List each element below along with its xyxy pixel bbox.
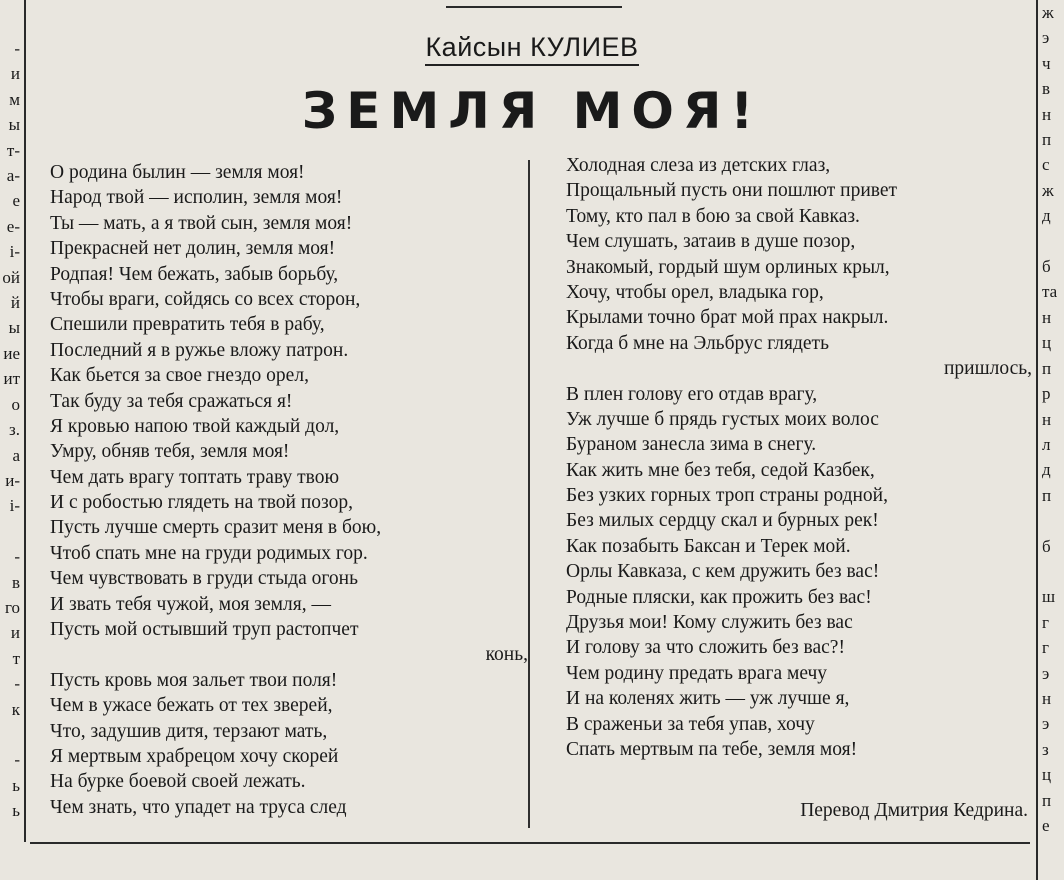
neighbor-fragment: i-: [9, 242, 20, 262]
neighbor-fragment: [0, 722, 20, 747]
neighbor-fragment: к: [11, 699, 20, 719]
author-text: Кайсын КУЛИЕВ: [425, 32, 638, 66]
neighbor-fragment: [0, 519, 20, 544]
poem-title: ЗЕМЛЯ МОЯ!: [301, 82, 763, 140]
poem-line: Народ твой — исполин, земля моя!: [50, 187, 343, 209]
neighbor-fragment: в: [11, 572, 20, 592]
neighbor-fragment: п: [1042, 130, 1052, 150]
poem-line: Чтобы враги, сойдясь со всех сторон,: [50, 288, 361, 310]
neighbor-fragment: й: [10, 293, 20, 313]
neighbor-fragment: э: [1042, 714, 1050, 734]
neighbor-fragment: е: [12, 191, 20, 211]
poem-line: И на коленях жить — уж лучше я,: [566, 688, 850, 710]
neighbor-fragment: а-: [6, 166, 20, 186]
poem-line: Спать мертвым па тебе, земля моя!: [566, 738, 858, 760]
neighbor-fragment: д: [1042, 460, 1051, 480]
poem-line: конь,: [485, 644, 528, 666]
poem-line: Как жить мне без тебя, седой Казбек,: [566, 459, 875, 481]
poem-line: Когда б мне на Эльбрус глядеть: [566, 332, 829, 354]
poem-line: Спешили превратить тебя в рабу,: [50, 314, 325, 336]
neighbor-fragment: ц: [1042, 333, 1052, 353]
neighbor-fragment: в: [1042, 79, 1051, 99]
neighbor-fragment: та: [1042, 282, 1058, 302]
poem-line: И голову за что сложить без вас?!: [566, 637, 845, 659]
neighbor-fragment: п: [1042, 358, 1052, 378]
neighbor-fragment: -: [14, 750, 20, 770]
poem-line: Чем слушать, затаив в душе позор,: [566, 231, 856, 253]
poem-line: Бураном занесла зима в снегу.: [566, 434, 817, 456]
poem-line: Холодная слеза из детских глаз,: [566, 155, 831, 176]
poem-line: Без узких горных троп страны родной,: [566, 485, 888, 507]
neighbor-fragment: ж: [1042, 3, 1054, 22]
neighbor-fragment: ы: [8, 318, 20, 338]
poem-line: Пусть мой остывший труп растопчет: [50, 619, 359, 641]
neighbor-fragment: ч: [1042, 53, 1051, 73]
poem-line: Тому, кто пал в бою за свой Кавказ.: [566, 205, 860, 227]
poem-line: Уж лучше б прядь густых моих волос: [566, 408, 879, 430]
neighbor-fragment: н: [1042, 307, 1052, 327]
poem-column-left: [50, 160, 528, 820]
poem-line: Чтоб спать мне на груди родимых гор.: [50, 542, 368, 564]
neighbor-fragment: п: [1042, 485, 1052, 505]
neighbor-fragment: р: [1042, 384, 1051, 404]
neighbor-fragment: -: [14, 547, 20, 567]
poem-line: Чем дать врагу топтать траву твою: [50, 466, 340, 488]
neighbor-fragment: ы: [8, 115, 20, 135]
poem-line: Без милых сердцу скал и бурных рек!: [566, 510, 879, 532]
top-rule: [446, 6, 622, 8]
neighbor-fragment: н: [1042, 688, 1052, 708]
neighbor-fragment: го: [4, 597, 20, 617]
neighbor-fragment: и: [10, 64, 20, 84]
neighbor-fragment: н: [1042, 409, 1052, 429]
neighbor-fragment: ит: [3, 369, 20, 389]
poem-line: пришлось,: [943, 358, 1032, 380]
translator-credit: Перевод Дмитрия Кедрина.: [800, 800, 1028, 821]
poem-line: Родные пляски, как прожить без вас!: [566, 586, 872, 608]
neighbor-fragment: [1042, 508, 1064, 533]
neighbor-fragment: ь: [12, 775, 20, 795]
neighbor-fragment: и-: [5, 470, 20, 490]
poem-line: Чем знать, что упадет на труса след: [50, 796, 347, 818]
poem-line: И звать тебя чужой, моя земля, —: [50, 593, 331, 615]
neighbor-fragment: [1042, 229, 1064, 254]
neighbor-fragment: т: [12, 648, 20, 668]
poem-line: Последний я в ружье вложу патрон.: [50, 339, 349, 361]
neighbor-fragment: б: [1042, 257, 1051, 277]
neighbor-fragment: [1042, 559, 1064, 584]
neighbor-fragment: ой: [2, 267, 20, 287]
poem-line: На бурке боевой своей лежать.: [50, 771, 306, 793]
poem-line: Родпая! Чем бежать, забыв борьбу,: [50, 263, 339, 285]
neighbor-fragment: г: [1042, 638, 1049, 658]
poem-line: Орлы Кавказа, с кем дружить без вас!: [566, 561, 880, 583]
poem-line: И с робостью глядеть на твой позор,: [50, 492, 354, 514]
poem-line: Пусть кровь моя зальет твои поля!: [50, 669, 338, 691]
poem-line: О родина былин — земля моя!: [50, 162, 305, 183]
neighbor-fragment: о: [11, 394, 20, 414]
neighbor-fragment: э: [1042, 663, 1050, 683]
neighbor-fragment: б: [1042, 536, 1051, 556]
neighbor-fragment: ц: [1042, 765, 1052, 785]
neighbor-fragment: ш: [1042, 587, 1056, 607]
neighbor-fragment: г: [1042, 612, 1049, 632]
neighbor-fragment: -: [14, 674, 20, 694]
poem-line: Умру, обняв тебя, земля моя!: [50, 441, 290, 463]
poem-line: Я кровью напою твой каждый дол,: [50, 415, 340, 437]
poem-line: Я мертвым храбрецом хочу скорей: [50, 745, 339, 767]
poem-line: Прощальный пусть они пошлют привет: [566, 180, 898, 202]
poem-line: В сраженьи за тебя упав, хочу: [566, 713, 815, 735]
neighbor-fragment: а: [12, 445, 20, 465]
poem-line: Чем в ужасе бежать от тех зверей,: [50, 695, 333, 717]
neighbor-fragment: д: [1042, 206, 1051, 226]
poem-line: Хочу, чтобы орел, владыка гор,: [566, 281, 824, 303]
poem-line: Как позабыть Баксан и Терек мой.: [566, 535, 851, 557]
neighbor-fragment: с: [1042, 155, 1050, 175]
neighbor-fragment: ие: [3, 343, 20, 363]
neighbor-fragment: з.: [9, 420, 20, 440]
bottom-rule: [30, 842, 1030, 844]
neighbor-fragment: м: [9, 89, 20, 109]
poem-line: В плен голову его отдав врагу,: [566, 383, 818, 405]
poem-line: Ты — мать, а я твой сын, земля моя!: [50, 212, 353, 234]
neighbor-fragment: н: [1042, 104, 1052, 124]
poem-column-right: [566, 153, 1032, 762]
neighbor-fragment: т-: [6, 140, 20, 160]
neighbor-fragment: i-: [9, 496, 20, 516]
neighbor-fragment: э: [1042, 28, 1050, 48]
poem-line: Крылами точно брат мой прах накрыл.: [566, 307, 889, 329]
poem-line: Знакомый, гордый шум орлиных крыл,: [566, 256, 890, 278]
left-neighbor-column: [0, 36, 20, 824]
neighbor-fragment: л: [1042, 434, 1051, 454]
author-name: [0, 32, 1064, 63]
poem-line: Чем родину предать врага мечу: [566, 662, 828, 684]
poem-line: Пусть лучше смерть сразит меня в бою,: [50, 517, 382, 539]
poem-line: Так буду за тебя сражаться я!: [50, 390, 293, 412]
neighbor-fragment: з: [1042, 739, 1049, 759]
neighbor-fragment: е-: [6, 216, 20, 236]
poem-line: Как бьется за свое гнездо орел,: [50, 365, 309, 387]
neighbor-fragment: и: [10, 623, 20, 643]
poem-line: Друзья мои! Кому служить без вас: [566, 612, 853, 634]
neighbor-fragment: ь: [12, 801, 20, 821]
neighbor-fragment: п: [1042, 790, 1052, 810]
poem-line: Что, задушив дитя, терзают мать,: [50, 720, 328, 742]
column-divider: [528, 160, 530, 828]
neighbor-fragment: е: [1042, 816, 1050, 835]
poem-line: Чем чувствовать в груди стыда огонь: [50, 568, 358, 590]
poem-line: Прекрасней нет долин, земля моя!: [50, 238, 336, 260]
neighbor-fragment: -: [14, 39, 20, 58]
neighbor-fragment: ж: [1042, 180, 1054, 200]
